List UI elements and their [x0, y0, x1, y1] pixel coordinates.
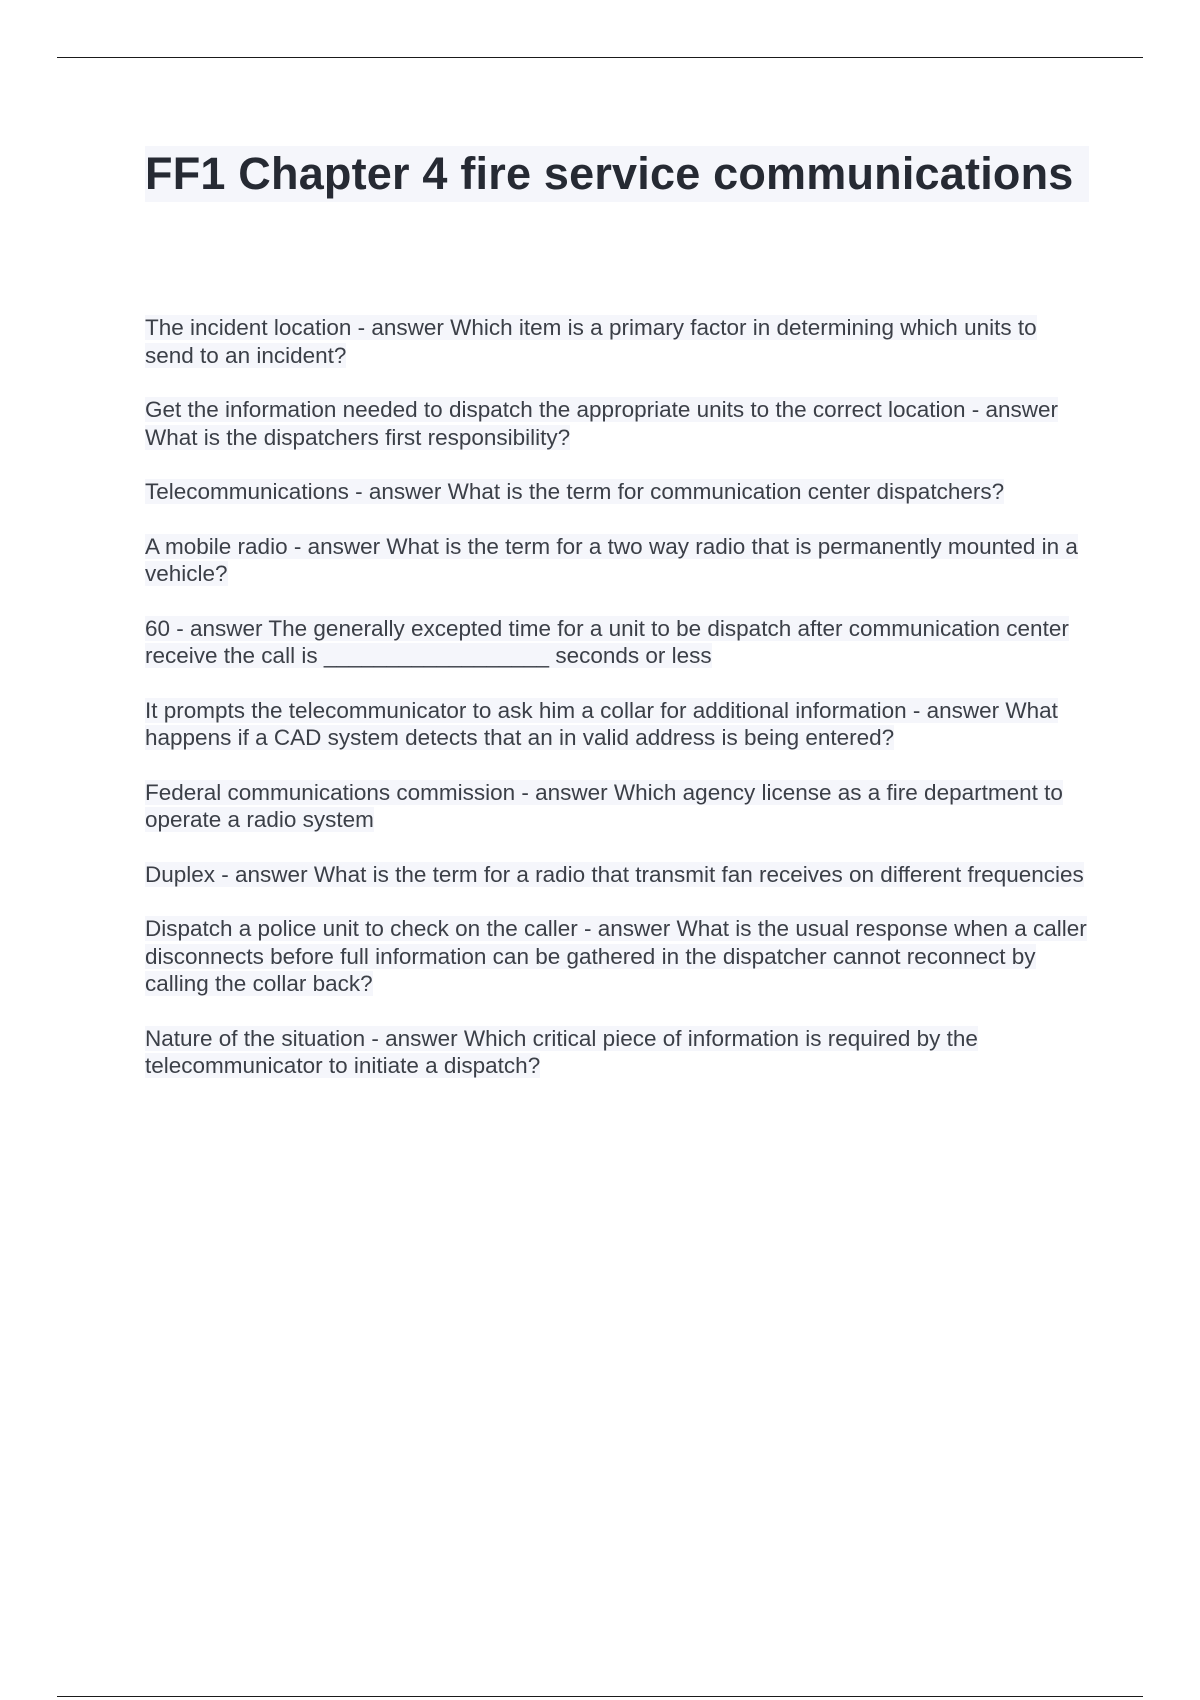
- qa-item-7: [145, 779, 1089, 834]
- qa-item-text: Get the information needed to dispatch the appropriate units to the correct location - answer What is the dispatchers first responsibility?: [145, 397, 1059, 450]
- qa-item-6: [145, 697, 1089, 752]
- qa-item-10: [145, 1025, 1089, 1080]
- qa-item-text: Federal communications commission - answer Which agency license as a fire department to operate a radio system: [145, 779, 1063, 832]
- qa-item-1: [145, 314, 1089, 369]
- qa-item-9: [145, 915, 1089, 998]
- qa-item-text: A mobile radio - answer What is the term for a two way radio that is permanently mounted in a vehicle?: [145, 533, 1078, 586]
- qa-item-5: [145, 615, 1089, 670]
- qa-item-text: Duplex - answer What is the term for a radio that transmit fan receives on different frequencies: [145, 861, 1084, 887]
- qa-item-text: The incident location - answer Which item is a primary factor in determining which units to send to an incident?: [145, 315, 1037, 368]
- qa-item-8: [145, 861, 1089, 889]
- qa-item-text: 60 - answer The generally excepted time for a unit to be dispatch after communication center receive the call is __________________ seconds or less: [145, 615, 1069, 668]
- qa-item-3: [145, 478, 1089, 506]
- qa-item-4: [145, 533, 1089, 588]
- bottom-rule: [57, 1696, 1143, 1697]
- qa-item-2: [145, 396, 1089, 451]
- page-title: FF1 Chapter 4 fire service communications: [145, 146, 1089, 202]
- qa-item-text: Telecommunications - answer What is the term for communication center dispatchers?: [145, 479, 1005, 504]
- document-body: [145, 146, 1089, 1107]
- qa-item-text: Nature of the situation - answer Which critical piece of information is required by the telecommunicator to initiate a dispatch?: [145, 1025, 978, 1078]
- qa-item-text: It prompts the telecommunicator to ask him a collar for additional information - answer What happens if a CAD system detects that an in valid address is being entered?: [145, 697, 1058, 750]
- qa-item-text: Dispatch a police unit to check on the caller - answer What is the usual response when a caller disconnects before full information can be gathered in the dispatcher cannot reconnect by calling the collar back?: [145, 916, 1087, 996]
- top-rule: [57, 57, 1143, 58]
- qa-list: [145, 314, 1089, 1080]
